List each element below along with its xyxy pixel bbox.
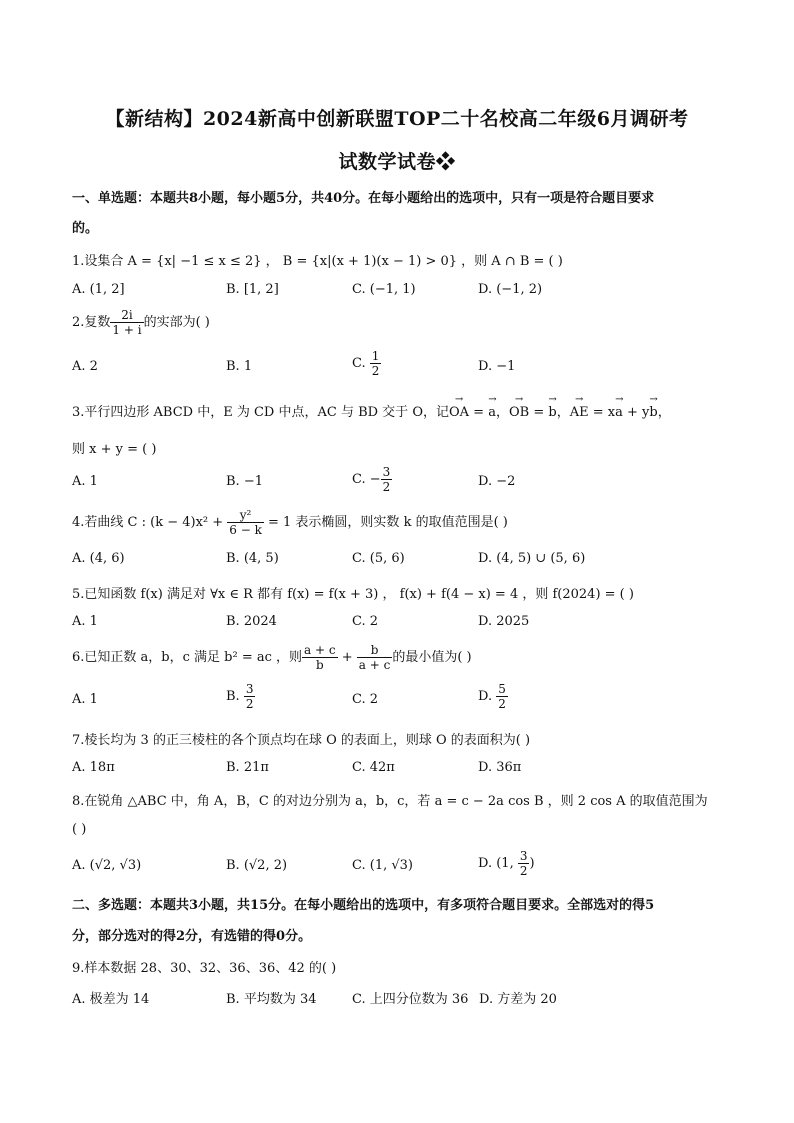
- q9-option-a: A. 极差为 14: [72, 992, 150, 1007]
- question-8-cont: ( ): [72, 822, 87, 837]
- section2-instructions-cont: 分，部分选对的得2分，有选错的得0分。: [72, 929, 312, 944]
- q2-option-d: D. −1: [478, 359, 516, 374]
- question-6: 6.已知正数 a，b，c 满足 b² = ac ，则 $\frac{a + c}{b}$ + $\frac{b}{a + c}$ 的最小值为( ): [72, 643, 472, 672]
- question-8: 8.在锐角 △ABC 中，角 A，B，C 的对边分别为 a，b，c，若 a = c − 2a cos B ，则 2 cos A 的取值范围为: [72, 794, 708, 809]
- q4-option-b: B. (4, 5): [226, 551, 279, 566]
- q6-option-d: D. $\frac{5}{2}$: [478, 682, 506, 711]
- q2-option-a: A. 2: [72, 359, 98, 374]
- q5-option-b: B. 2024: [226, 614, 277, 629]
- question-3: 3.平行四边形 ABCD 中，E 为 CD 中点，AC 与 BD 交于 O，记→ OA = → a，→ OB = → b，→ AE = x→ a + y→ b，: [72, 401, 671, 420]
- q5-option-c: C. 2: [352, 614, 379, 629]
- q9-option-b: B. 平均数为 34: [226, 992, 317, 1007]
- question-2: 2.复数 $\frac{2i}{1 + i}$ 的实部为( ): [72, 308, 210, 337]
- question-3-cont: 则 x + y = ( ): [72, 442, 157, 457]
- q3-option-d: D. −2: [478, 474, 516, 489]
- q9-option-c: C. 上四分位数为 36: [352, 992, 469, 1007]
- q2-fraction: $\frac{2i}{1 + i}$: [112, 308, 142, 337]
- question-9: 9.样本数据 28、30、32、36、36、42 的( ): [72, 961, 337, 976]
- q3-option-b: B. −1: [226, 474, 263, 489]
- question-1: 1.设集合 A = {x| −1 ≤ x ≤ 2} ， B = {x|(x + 1)(x − 1) > 0} ，则 A ∩ B = ( ): [72, 254, 563, 269]
- section1-instructions-cont: 的。: [72, 221, 99, 236]
- q7-option-b: B. 21π: [226, 760, 269, 775]
- q3-option-a: A. 1: [72, 474, 98, 489]
- q9-option-d: D. 方差为 20: [479, 992, 557, 1007]
- q8-option-c: C. (1, √3): [352, 858, 413, 873]
- q7-option-d: D. 36π: [478, 760, 522, 775]
- exam-title-line2: 试数学试卷❖: [338, 151, 456, 173]
- question-4: 4.若曲线 C : (k − 4)x² + $\frac{\text{y²}}{6 - k}$ = 1 表示椭圆，则实数 k 的取值范围是( ): [72, 508, 508, 537]
- q3-option-c: C. − $\frac{3}{2}$: [352, 465, 391, 494]
- q4-fraction: $\frac{\text{y²}}{6 - k}$: [229, 508, 262, 537]
- question-5: 5.已知函数 f(x) 满足对 ∀x ∈ R 都有 f(x) = f(x + 3) ， f(x) + f(4 − x) = 4 ，则 f(2024) = ( ): [72, 587, 634, 602]
- q8-option-d: D. (1, $\frac{3}{2}$ ): [478, 849, 535, 878]
- q6-option-b: B. $\frac{3}{2}$: [226, 682, 254, 711]
- question-7: 7.棱长均为 3 的正三棱柱的各个顶点均在球 O 的表面上，则球 O 的表面积为( ): [72, 733, 531, 748]
- q1-option-b: B. [1, 2]: [226, 282, 279, 297]
- q4-option-c: C. (5, 6): [352, 551, 405, 566]
- q1-option-d: D. (−1, 2): [478, 282, 543, 297]
- q5-option-a: A. 1: [72, 614, 98, 629]
- q7-option-c: C. 42π: [352, 760, 395, 775]
- q8-option-b: B. (√2, 2): [226, 858, 288, 873]
- q5-option-d: D. 2025: [478, 614, 530, 629]
- q6-option-c: C. 2: [352, 692, 379, 707]
- q4-option-a: A. (4, 6): [72, 551, 125, 566]
- q7-option-a: A. 18π: [72, 760, 115, 775]
- q1-option-c: C. (−1, 1): [352, 282, 416, 297]
- section1-instructions: 一、单选题：本题共8小题，每小题5分，共40分。在每小题给出的选项中，只有一项是符合题目要求: [72, 191, 655, 206]
- exam-title-line1: 【新结构】2024新高中创新联盟TOP二十名校高二年级6月调研考: [105, 108, 689, 130]
- q6-option-a: A. 1: [72, 692, 98, 707]
- q8-option-a: A. (√2, √3): [72, 858, 142, 873]
- q4-option-d: D. (4, 5) ∪ (5, 6): [478, 551, 586, 566]
- q2-option-b: B. 1: [226, 359, 253, 374]
- q1-option-a: A. (1, 2]: [72, 282, 125, 297]
- section2-instructions: 二、多选题：本题共3小题，共15分。在每小题给出的选项中，有多项符合题目要求。全部选对的得5: [72, 898, 655, 913]
- q2-option-c: C. $\frac{1}{2}$: [352, 349, 380, 378]
